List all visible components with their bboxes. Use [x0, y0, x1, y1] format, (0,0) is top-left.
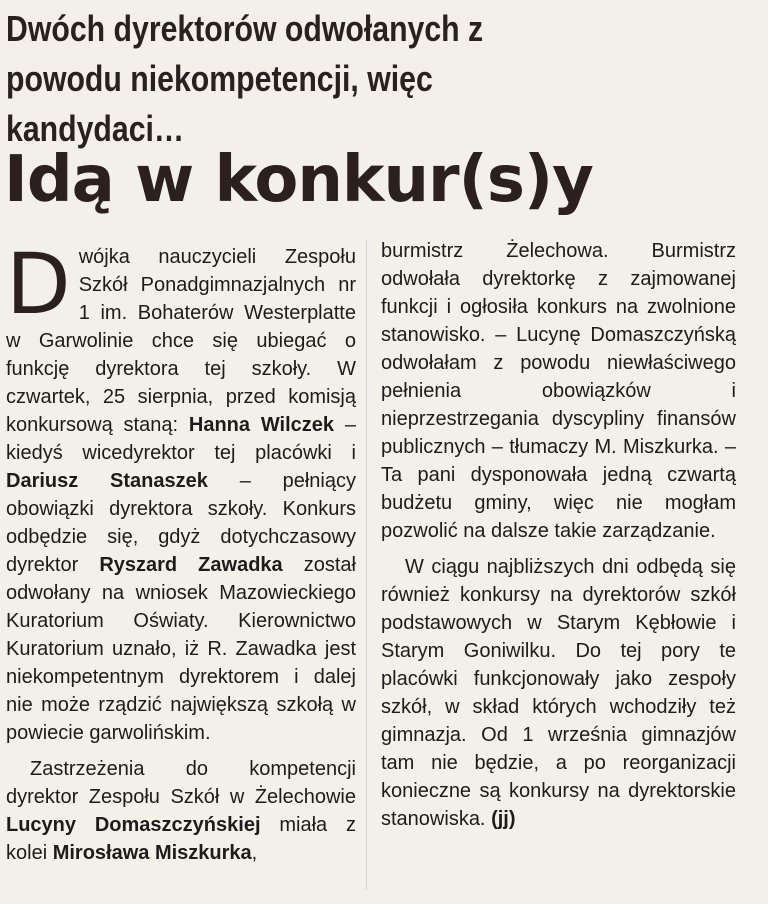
paragraph-2 [6, 755, 356, 867]
paragraph-2-text-2: miała z kolei [6, 814, 357, 864]
author-signature: (jj) [491, 808, 516, 830]
paragraph-1 [6, 235, 356, 747]
paragraph-4 [381, 553, 736, 833]
paragraph-1-text-2: – kiedyś wicedyrektor tej placówki i [6, 414, 356, 464]
drop-cap: D [6, 235, 71, 333]
article-headline: Idą w konkur(s)y [4, 143, 593, 217]
person-name-lucyna-domaszczynska: Lucyny Domaszczyńskiej [6, 814, 261, 836]
person-name-dariusz-stanaszek: Dariusz Stanaszek [6, 470, 208, 492]
paragraph-4-text: W ciągu najbliższych dni odbędą się również konkursy na dyrektorów szkół podstawowych w Starym Kębłowie i Starym Goniwilku. Do tej pory te placówki funkcjonowały jako zespoły szkół, w skład których wchodziły też gimnazja. Od 1 września gimnazjów tam nie będzie, a po reorganizacji konieczne są konkursy na dyrektorskie stanowiska. [381, 556, 736, 830]
person-name-ryszard-zawadka: Ryszard Zawadka [99, 554, 283, 576]
paragraph-1-text-4: został odwołany na wniosek Mazowieckiego Kuratorium Oświaty. Kierownictwo Kuratorium uznało, iż R. Zawadka jest niekompetentnym dyrektorem i dalej nie może rządzić największą szkołą w powiecie garwolińskim. [6, 554, 356, 744]
person-name-miroslaw-miszkurek: Mirosława Miszkurka [52, 842, 252, 864]
person-name-hanna-wilczek: Hanna Wilczek [188, 414, 335, 436]
paragraph-1-text-3: – pełniący obowiązki dyrektora szkoły. Konkurs odbędzie się, gdyż dotychczasowy dyrektor [6, 470, 356, 576]
paragraph-2-text-3: , [251, 842, 258, 864]
article-column-right [381, 237, 736, 833]
column-divider [366, 240, 367, 890]
paragraph-1-text-1: wójka nauczycieli Zespołu Szkół Ponadgimnazjalnych nr 1 im. Bohaterów Westerplatte w Garwolinie chce się ubiegać o funkcję dyrektora tej szkoły. W czwartek, 25 sierpnia, przed komisją konkursową staną: [6, 246, 356, 436]
paragraph-2-text-1: Zastrzeżenia do kompetencji dyrektor Zespołu Szkół w Żelechowie [6, 758, 356, 808]
paragraph-3: burmistrz Żelechowa. Burmistrz odwołała dyrektorkę z zajmowanej funkcji i ogłosiła konkurs na zwolnione stanowisko. – Lucynę Domaszczyńską odwołałam z powodu niewłaściwego pełnienia obowiązków i nieprzestrzegania dyscypliny finansów publicznych – tłumaczy M. Miszkurka. – Ta pani dysponowała jedną czwartą budżetu gminy, więc nie mogłam pozwolić na dalsze takie zarządzanie. [381, 240, 736, 542]
article-kicker: Dwóch dyrektorów odwołanych z powodu niekompetencji, więc kandydaci… [6, 8, 484, 149]
article-column-left [6, 235, 357, 867]
